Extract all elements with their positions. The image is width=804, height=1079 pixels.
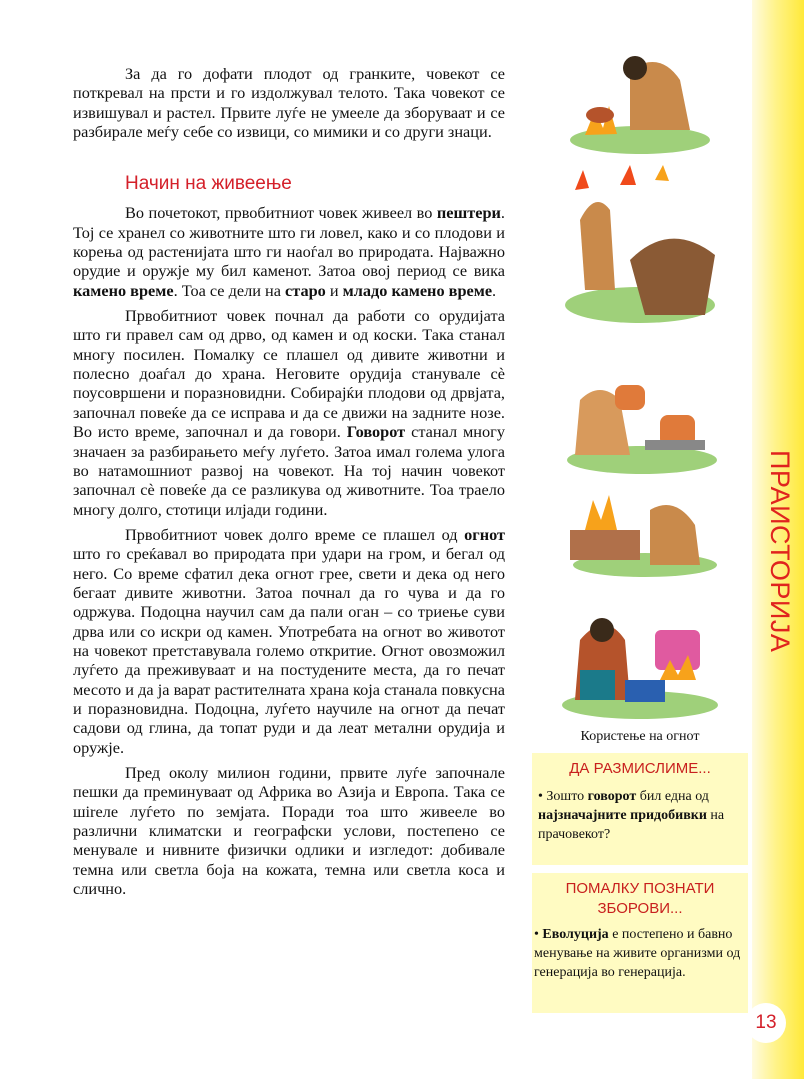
text-segment: • <box>534 927 543 942</box>
bold-term: младо камено време <box>342 280 493 300</box>
illustration-making-fire <box>570 495 717 577</box>
think-box <box>532 753 748 865</box>
text-segment: на прачовекот? <box>538 808 725 842</box>
glossary-box <box>532 873 748 1013</box>
text-segment: За да го дофати плодот од гранките, човекот се поткревал на прсти и го издолжувал телото. Така човекот се извишувал и растел. Првите луѓе не умееле да зборуваат и се разбирале меѓу себе со извици, со мимики и со други знаци. <box>73 64 505 142</box>
text-segment: што го среќавал во природата при удари на гром, и бегал од него. Со време сфатил дека огнот грее, свети и дека од него бегаат дивите животни. Затоа почнал да го чува и да го одржува. Подоцна научил сам да пали оган – со триење суви дрва или со искри од камен. Употребата на огнот во животот на човекот претставувала големо откритие. Огнот овозможил луѓето да преживуваат и на постудените места, да го печат месото и да ја варат растителната храна која станала повкусна и поразновидна. Подоцна, луѓето научиле на огнот да печат садови од глина, да топат руди и да леат метални орудија и оружје. <box>73 544 505 757</box>
bold-term: Говорот <box>346 422 406 442</box>
paragraph <box>73 203 505 300</box>
illustration-metal-casting <box>562 618 718 719</box>
text-segment: и <box>325 280 343 300</box>
illustration-roasting-meat <box>570 56 710 154</box>
text-segment: Пред околу милион години, првите луѓе започнале пешки да преминуваат од Африка во Азија и Европа. Така се шireле луѓето по земјата. Поради тоа што живееле во различни климатски и географски услови, постепено се менувале и нивните физички одлики и изгледот: добивале темна или светла боја на кожата, темна или светла коса и слично. <box>73 763 505 899</box>
text-segment: Во почетокот, првобитниот човек живеел во <box>125 203 437 223</box>
think-box-title: ДА РАЗМИСЛИМЕ... <box>569 760 711 777</box>
text-segment: бил една од <box>636 789 709 804</box>
text-segment: . Тоа се дели на <box>173 280 286 300</box>
bold-term: старо <box>285 280 326 300</box>
text-segment: е постепено и бавно менување на живите организми од генерација во генерација. <box>534 927 741 980</box>
text-segment: Првобитниот човек долго време се плашел од <box>125 524 465 544</box>
bold-term: најзначајните придобивки <box>538 808 707 823</box>
page-number: 13 <box>746 1003 786 1043</box>
section-heading: Начин на живеење <box>125 173 292 195</box>
main-text-column <box>73 64 505 898</box>
illustration-caption: Користење на огнот <box>580 729 700 744</box>
think-box-body <box>532 779 748 844</box>
glossary-box-body <box>532 919 748 982</box>
text-segment: . Тој се хранел со животните што ги ловел, како и со плодови и корења од растенијата што ги наоѓал во природата. Најважно орудие и оружје му бил каменот. Затоа овој период се вика <box>73 203 505 281</box>
bold-term: огнот <box>464 524 505 544</box>
fire-usage-illustrations <box>560 40 725 720</box>
paragraph <box>73 763 505 898</box>
illustration-cooking-pot <box>567 385 717 474</box>
glossary-box-title: ПОМАЛКУ ПОЗНАТИ ЗБОРОВИ... <box>565 880 715 917</box>
bold-term: камено време <box>73 280 174 300</box>
text-segment: • Зошто <box>538 789 588 804</box>
bold-term: Еволуција <box>542 927 609 942</box>
paragraph <box>73 306 505 519</box>
intro-paragraph <box>73 64 505 141</box>
text-segment: . <box>492 280 497 300</box>
paragraph <box>73 525 505 757</box>
illustration-scaring-animals <box>565 165 715 323</box>
bold-term: пештери <box>436 203 501 223</box>
text-segment: Првобитниот човек почнал да работи со орудијата што ги правел сам од дрво, од камен и од коски. Така станал многу посилен. Помалку се плашел од дивите животни и полесно доаѓал до храна. Неговите орудија станувале сè поусовршени и поразновидни. Собирајќи плодови од дрвјата, започнал повеќе да се исправа и да се движи на задните нозе. Во исто време, започнал и да говори. <box>73 306 505 442</box>
text-segment: станал многу значаен за разбирањето меѓу луѓето. Затоа имал голема улога во натамошниот развој на човекот. На тој начин човекот започнал сè повеќе да се разликува од животните. Тоа траело многу долго, стотици илјади години. <box>73 422 505 519</box>
bold-term: говорот <box>587 789 637 804</box>
section-title: ПРАИСТОРИЈА <box>765 450 795 653</box>
